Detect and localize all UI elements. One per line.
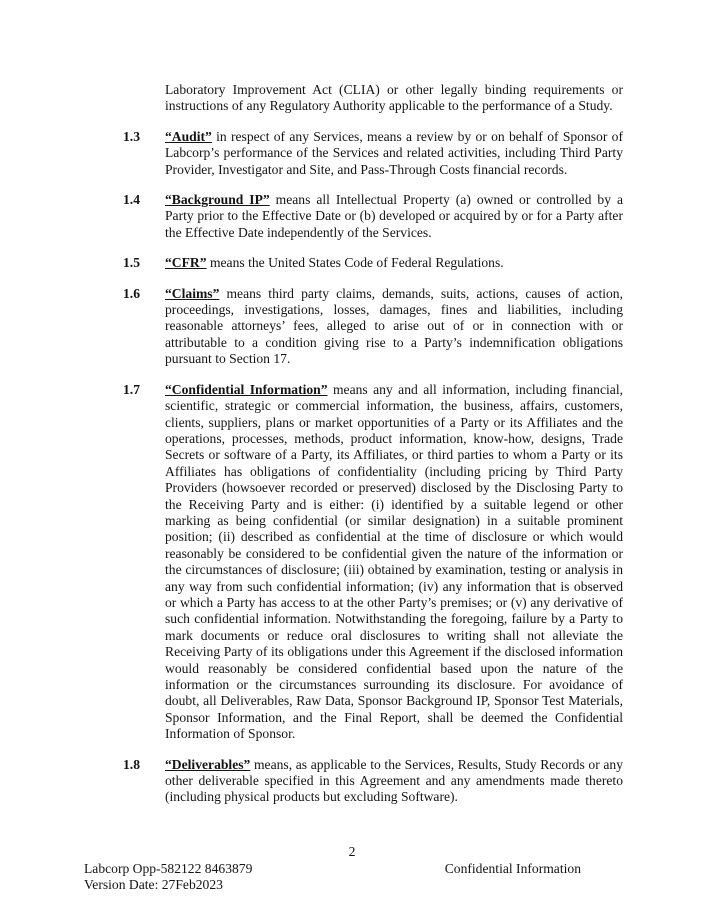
footer-left: [84, 861, 252, 893]
clause-body-text: means third party claims, demands, suits, actions, causes of action, proceedings, investigations, losses, damages, fines and liabilities, including reasonable attorneys’ fees, alleged to arise out of or in connection with or attributable to a condition giving rise to a Party’s indemnification obligations pursuant to Section 17.: [165, 285, 623, 367]
clause-text: [165, 286, 623, 368]
clause-number: 1.5: [123, 255, 140, 271]
defined-term: “Deliverables”: [165, 756, 251, 772]
document-body: [123, 82, 623, 806]
clause-1-6: [123, 286, 623, 368]
clause-number: 1.3: [123, 128, 140, 144]
clause-text: [165, 382, 623, 743]
clause-text: [165, 192, 623, 241]
clause-1-3: [123, 129, 623, 178]
footer-version-date: Version Date: 27Feb2023: [84, 877, 223, 892]
defined-term: “Background IP”: [165, 192, 270, 208]
footer-document-id: Labcorp Opp-582122 8463879: [84, 861, 253, 876]
paragraph-continuation: Laboratory Improvement Act (CLIA) or other legally binding requirements or instructions of any Regulatory Authority applicable to the performance of a Study.: [165, 82, 623, 114]
footer-confidentiality-label: Confidential Information: [444, 861, 581, 876]
defined-term: “CFR”: [165, 255, 207, 271]
page-footer: [84, 861, 581, 893]
clause-text: [165, 255, 623, 271]
defined-term: “Claims”: [165, 285, 220, 301]
defined-term: “Audit”: [165, 128, 212, 144]
clause-body-text: in respect of any Services, means a review by or on behalf of Sponsor of Labcorp’s performance of the Services and related activities, including Third Party Provider, Investigator and Site, and Pass-Through Costs financial records.: [165, 128, 623, 177]
clause-1-5: [123, 255, 623, 271]
clause-body-text: means any and all information, including financial, scientific, strategic or commercial information, the business, affairs, customers, clients, suppliers, plans or market opportunities of a Party or its Affiliates and the operations, processes, methods, product information, know-how, designs, Trade Secrets or software of a Party, its Affiliates, or third parties to whom a Party or its Affiliates has obligations of confidentiality (including pricing by Third Party Providers (howsoever recorded or preserved) disclosed by the Disclosing Party to the Receiving Party and is either: (i) identified by a suitable legend or other marking as being confidential (or similar designation) in a suitable prominent position; (ii) described as confidential at the time of disclosure or which would reasonably be considered to be confidential given the nature of the information or the circumstances of disclosure; (iii) obtained by examination, testing or analysis in any way from such confidential information; (iv) any information that is observed or which a Party has access to at the other Party’s premises; or (v) any derivative of such confidential information. Notwithstanding the foregoing, failure by a Party to mark documents or reduce oral disclosures to writing shall not alleviate the Receiving Party of its obligations under this Agreement if the disclosed information would reasonably be considered confidential based upon the nature of the information or the circumstances surrounding its disclosure. For avoidance of doubt, all Deliverables, Raw Data, Sponsor Background IP, Sponsor Test Materials, Sponsor Information, and the Final Report, shall be deemed the Confidential Information of Sponsor.: [165, 381, 623, 742]
clause-number: 1.6: [123, 285, 140, 301]
clause-1-7: [123, 382, 623, 743]
clause-number: 1.7: [123, 381, 140, 397]
clause-number: 1.4: [123, 192, 140, 208]
clause-body-text: means, as applicable to the Services, Results, Study Records or any other deliverable specified in this Agreement and any amendments made thereto (including physical products but excluding Software).: [165, 756, 623, 805]
clause-text: [165, 757, 623, 806]
defined-term: “Confidential Information”: [165, 381, 328, 397]
clause-1-8: [123, 757, 623, 806]
clause-number: 1.8: [123, 756, 140, 772]
clause-body-text: means all Intellectual Property (a) owned or controlled by a Party prior to the Effective Date or (b) developed or acquired by or for a Party after the Effective Date independently of the Services.: [165, 192, 623, 240]
clause-body-text: means the United States Code of Federal Regulations.: [206, 255, 504, 271]
page-number: 2: [348, 844, 356, 859]
clause-1-4: [123, 192, 623, 241]
clause-text: [165, 129, 623, 178]
